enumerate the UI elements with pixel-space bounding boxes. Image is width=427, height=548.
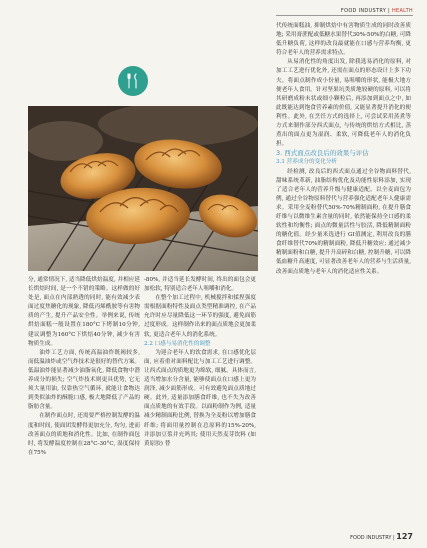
section-name: HEALTH	[391, 8, 413, 14]
paragraph: 经检测, 改良后的西式面点通过全谷物面料替代, 甜味系统革新, 油脂结构优化及功能性原料添加, 实现了适合老年人的营养升级与健康适配。以全麦面包为例, 通过全谷物原料替代与营养强化适配老年人健康需求。采用全麦粉替代50%-70%精制面粉, 在提升膳食纤维与以微维生素含量的同时, 依然能保持全口感的柔软性和均衡性; 面点的微量活性与胶活, 降低精制面粉的糖化值。经少量米选进行 GI值测定, 利用改良的膳食纤维替代70%的精制面粉, 降低升糖效应; 通过减少精制面粉和白糖, 提升升高碎和白糖, 控制升糖, 可以降低血糖升高速度, 可显著改善老年人的营养与生活质量, 改善面点质地与老年人的消化适应性关系。	[276, 168, 411, 275]
footer-separator: |	[393, 535, 395, 541]
journal-name: FOOD INDUSTRY	[340, 8, 387, 14]
page-number: 127	[396, 532, 413, 541]
section-heading: 3. 西式面点改良后的效果与评估	[276, 149, 369, 158]
paragraph: 在整个加工过程中, 机械搅拌和揉捏强度需根据面粉特性及面点类型精准调控, 在产品允许时应尽量降低这一环节的强度, 避免面筋过度形成。这样制作出来的面点质地会更加柔软, 更适合老年人的消化系统。	[144, 295, 256, 338]
paragraph: 油炸工艺方面, 传统高温油炸既褐较多, 而低温油炸或空气炸技术是很好的替代方案。低温油炸能显著减少油脂氧化, 降低食物中潜养成分的损失; 空气炸技术则更具优势, 它无须大量用油, 仅靠热空气循环, 就能让食物达到类似油炸的酥脆口感, 极大地降低了产品的脂肪含量。	[28, 349, 140, 411]
page-footer	[350, 532, 413, 541]
cutlery-icon	[118, 66, 148, 96]
footer-journal: FOOD INDUSTRY	[350, 535, 392, 541]
running-header	[341, 8, 413, 14]
paragraph: 代传统面糕油, 抑制烘焙中有害物质生成的同时改善质地; 采用膏蔗配或低糖水果替代30%-50%的白糖, 可降低升糖负荷, 这样的改良最就能在口感与营养均衡, 更符合老年人的营养需求特点。	[276, 23, 411, 57]
header-rule	[276, 15, 413, 16]
paragraph: -80%, 并适当延长发酵时间, 终出的面包会更加松软, 特别适合老年人咀嚼和消化。	[144, 277, 256, 293]
text-column-middle	[144, 276, 256, 449]
text-column-left	[28, 276, 140, 458]
text-column-right	[276, 22, 411, 277]
header-separator: |	[388, 8, 391, 14]
paragraph: 为迎合老年人的饮食需求, 在口感优化层面, 应着重对面料配比与加工工艺进行调整。让西式面点的质地更为绵软, 细腻。具体而言, 适当增加水分含量, 能够使面点在口感上更为润泽, 减少面筋形成。可有效避免面点质地过硬。此外, 适量添加膳食纤维, 也不失为改善面点质地的有效手段。以面粉制作为例, 适量减少精制面粉比例, 替换为全麦粉以增加膳食纤维; 将面用量控制在总原料的15%-20%, 并添加豆浆并充吗其; 使用天然麦芽饮料 (如黄原胶) 替	[144, 349, 256, 447]
paragraph: 从易消化性的角度出发, 除我选易消化的原料, 对加工工艺进行优化外, 还需在面点的形态设计上多下功夫。将面点制作成小份量, 易咀嚼的形状, 能极大地方便老年人食用。针对坚果坑类质地较硬的原料, 可以将其研磨成粉末状或细小颗粒后, 再添加到面点之中, 如此既能达到饱食营养素的价值, 又能显著提升消化的便利性。此外, 在烹饪方式的选择上, 可尝试采用蒸煮等方式来制作部分西式面点, 与传统的烘焙方式相比, 蒸煮出的面点更为湿润、柔软, 可降低老年人的消化负担。	[276, 59, 411, 148]
paragraph: 在制作面点时, 还需要严格控制发酵的温度和时间, 使面团发酵得更加充分, 均匀, 进而改善面点的质地和消化性。比如, 在制作面包时, 将发酵温度控制在28°C-30°C, 湿度保持在75%	[28, 413, 140, 456]
pastry-photo	[28, 106, 258, 271]
subsection-heading: 2.2 口感与易消化性的调整	[144, 340, 211, 347]
paragraph: 分, 通常情况下, 适当降低烘焙温度, 并相应延长烘焙时间, 是一个不错的策略。这样做的好处是, 面点在内部熟透的同时, 能有效减少表面过度焦糖化的现象, 降低丙烯酰胺等有害物质的产生, 提升产品安全性。举例来说, 传统烘焙面糕一般设置在180°C下烤制10分钟, 建议调整为160°C下烘焙40分钟, 减少有害物质生成。	[28, 277, 140, 347]
cutlery-glyph	[124, 72, 142, 90]
croissants-illustration	[28, 106, 258, 271]
subsection-heading: 3.1 营养成分的变化分析	[276, 159, 338, 166]
